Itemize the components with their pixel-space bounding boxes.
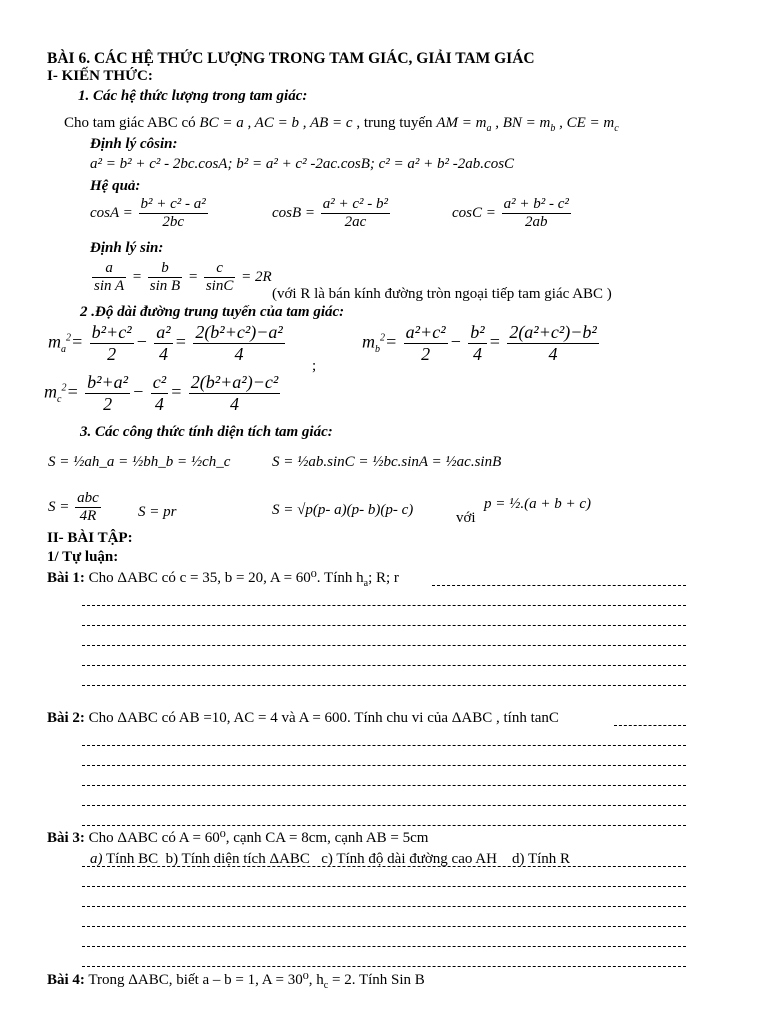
median-ce: , CE = $m_c$	[559, 115, 619, 134]
cosA-formula: cosA = $\frac{\text{b² + c² - a²}}{2bc}$	[90, 196, 206, 231]
subsection-3-heading: 3. Các công thức tính diện tích tam giác:	[80, 424, 333, 440]
answer-line	[82, 765, 686, 766]
median-am: AM = $m_a$	[436, 115, 492, 134]
answer-line	[614, 725, 686, 726]
answer-line	[82, 785, 686, 786]
intro-median-label: , trung tuyến	[356, 115, 433, 131]
median-mc-formula: $m_c^2=$ $\frac{\text{b²+a²}}{2}$ − $\frac{\text{c²}}{4}$ = $\frac{\text{2(b²+a²)−c²}}{4}$	[44, 372, 279, 414]
intro-sides: BC = a , AC = b , AB = c	[199, 115, 353, 131]
formula-separator: ;	[312, 358, 317, 374]
cosB-formula: cosB = $\frac{\text{a² + c² - b²}}{2ac}$	[272, 196, 389, 231]
essay-heading: 1/ Tự luận:	[47, 549, 119, 565]
answer-line	[82, 645, 686, 646]
section2-heading: II- BÀI TẬP:	[47, 530, 133, 546]
area-formula-inradius: S = pr	[138, 504, 177, 520]
answer-line	[82, 825, 686, 826]
heron-with-label: với	[456, 510, 476, 526]
answer-line	[82, 605, 686, 606]
subsection-2-heading: 2 .Độ dài đường trung tuyến của tam giác:	[80, 304, 345, 320]
section1-heading: I- KIẾN THỨC:	[47, 68, 153, 84]
semi-perimeter-formula: p = ½.(a + b + c)	[484, 496, 592, 512]
area-formula-sines: S = ½ab.sinC = ½bc.sinA = ½ac.sinB	[272, 454, 502, 470]
intro-text: Cho tam giác ABC có	[64, 115, 196, 131]
answer-line	[82, 685, 686, 686]
exercise-1: Bài 1: Cho ΔABC có c = 35, b = 20, A = 60⁰. Tính $h_a$; R; r	[47, 570, 399, 589]
median-ma-formula: $m_a^2=$ $\frac{\text{b²+c²}}{2}$ − $\frac{\text{a²}}{4}$ = $\frac{\text{2(b²+c²)−a²}}{4}$	[48, 322, 283, 364]
area-formula-circumradius: S = $\frac{\text{abc}}{4R}$	[48, 490, 99, 525]
subsection-1-heading: 1. Các hệ thức lượng trong tam giác:	[78, 88, 308, 104]
answer-line	[82, 946, 686, 947]
answer-line	[82, 665, 686, 666]
answer-line	[82, 866, 686, 867]
exercise-3: Bài 3: Cho ΔABC có A = 60⁰, cạnh CA = 8cm, cạnh AB = 5cm	[47, 830, 429, 846]
area-formula-heights: S = ½ah_a = ½bh_b = ½ch_c	[48, 454, 231, 470]
sine-law-formula: $\frac{a}{\text{sin A}}$ = $\frac{b}{\text{sin B}}$ = $\frac{c}{\sin C}$ = 2R	[94, 260, 272, 295]
answer-line	[82, 906, 686, 907]
page-title: BÀI 6. CÁC HỆ THỨC LƯỢNG TRONG TAM GIÁC, GIẢI TAM GIÁC	[47, 50, 535, 67]
answer-line	[82, 966, 686, 967]
exercise-4: Bài 4: Trong ΔABC, biết a – b = 1, A = 30⁰, $h_c = 2$. Tính Sin B	[47, 972, 425, 991]
answer-line	[82, 625, 686, 626]
corollary-heading: Hệ quả:	[90, 178, 141, 194]
intro-line	[64, 115, 619, 134]
cosC-formula: cosC = $\frac{\text{a² + b² - c²}}{2ab}$	[452, 196, 569, 231]
exercise-3-parts: a) Tính BC b) Tính diện tích ΔABC c) Tính độ dài đường cao AH d) Tính R	[90, 851, 571, 867]
answer-line	[82, 926, 686, 927]
answer-line	[432, 585, 686, 586]
median-bn: , BN = $m_b$	[495, 115, 556, 134]
answer-line	[82, 886, 686, 887]
sine-law-heading: Định lý sin:	[90, 240, 164, 256]
answer-line	[82, 745, 686, 746]
cosine-law-heading: Định lý côsin:	[90, 136, 178, 152]
area-formula-heron: S = √p(p- a)(p- b)(p- c)	[272, 502, 414, 518]
exercise-2: Bài 2: Cho ΔABC có AB =10, AC = 4 và A = 600. Tính chu vi của ΔABC , tính tanC	[47, 710, 559, 726]
answer-line	[82, 805, 686, 806]
sine-law-note: (với R là bán kính đường tròn ngoại tiếp tam giác ABC )	[272, 286, 612, 302]
median-mb-formula: $m_b^2=$ $\frac{\text{a²+c²}}{2}$ − $\frac{\text{b²}}{4}$ = $\frac{\text{2(a²+c²)−b²}}{4}$	[362, 322, 597, 364]
cosine-law-formula: a² = b² + c² - 2bc.cosA; b² = a² + c² -2ac.cosB; c² = a² + b² -2ab.cosC	[90, 156, 515, 172]
